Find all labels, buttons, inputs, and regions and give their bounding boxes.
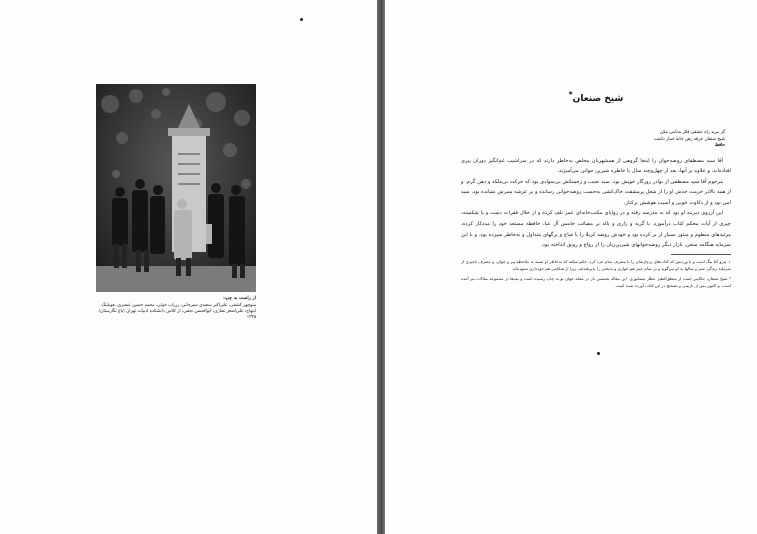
page-speck — [300, 18, 303, 21]
caption-text: منوچهر کشفی، علی‌اکبر سعیدی سیرجانی، زریاب خوئی، محمد حسین عنصری، هوشنگ ابتهاج، علی‌اصغر غفاری، ابوالحسن نجفی، از کلاس دانشکده ادبیات تهران (باغ نگارستان) ۱۳۳۵ — [98, 303, 256, 321]
footnote: * شیخ صنعان، حکایتی است از منطق‌الطیر عطار نیشابوری. این مقاله نخستین بار در مجله جهان نو به چاپ رسیده است و بعدها در مجموعه مقالات نیز آمده است، و اکنون پس از بازبینی و تصحیح در این کتاب آورده شده است. — [461, 276, 731, 289]
paragraph: مرحوم آقا سید مصطفی از نوادر روزگار خویش بود. سید نجیب و زحمتکش بی‌سوادی بود که حرکت بی‌ملکه و دهن گرم، و از همه بالاتر حرمت جدش او را از شغل پرمشقت خاک‌کشی به‌حسب روضه‌خوانی رسانده و بر عرشه منبرش نشانده بود. سید امی بود و از ذکاوت خوبی و آسیب هوشش برکنار. — [461, 178, 731, 206]
page-speck — [597, 352, 600, 355]
title-footnote-mark: * — [568, 90, 573, 99]
article — [461, 90, 731, 290]
paragraph: آقا سید مصطفای روضه‌خوان را اینجا گروهی از همشهریان مخلص به‌خاطر دارند که در سراشیب غم‌انگیز دوران پیری افتاده‌اند، و علاوه بر آنها، بعد از چهل‌وچند سال با خاطره شیرین جوانی می‌آمیزند. — [461, 157, 731, 175]
footnote-divider — [671, 254, 731, 255]
photo-image — [96, 84, 256, 292]
title-text: شیخ صنعان — [572, 94, 624, 104]
epigraph-line: گر مرید راه عشقی فکر بدنامی مکن — [660, 130, 725, 135]
paragraph: این آرزوی دیرینه او بود که به مدرسه رفته و در زوایای مکتب‌خانه‌ای عمر تلف کرده و از خلال فقرات دست و پا شکسته، چیزی از آیات محکم کتاب درآموزد. با گریه و زاری و ناله بر مصائب خامس آل عبا، حافظه مستعد خود را مددکار کرده، مرثیه‌های منظوم و منثور بسیار از بر کرده بود و خودش روضه کربلا را با شاخ و برگهای متداول و به‌خاطر سپرده بود. و با این سرمایه هنگامه سخن، بازار دیگر روضه‌خوانهای شیرین‌زبان را از رواج و رونق انداخته بود. — [461, 210, 731, 249]
epigraph-line: شیخ صنعان خرقه رهن خانهٔ خمار داشت — [653, 136, 725, 142]
photo-caption — [96, 296, 256, 322]
caption-label: از راست به چپ: — [223, 296, 256, 301]
epigraph — [605, 130, 725, 150]
book-spine — [377, 0, 385, 534]
group-photo — [96, 84, 256, 292]
epigraph-poet: حافظ — [714, 143, 725, 148]
footnote: ۱. پیرو آغا بیگ است و یا وردیش که کتاب‌های پرچارشان را با مصرف تمام خرد کرد، حکم میکند که به‌خاطر او بسته به ملاحظه پیر و جوان، و مصرف ناچیزی از سرمایه زندگی عمر و سالها به او می‌گوید و در تمام عمر هم خواری و بدبختی را پذیرفته‌اند، زیرا از شکایتی هم خودداری ننموده‌اند. — [461, 258, 731, 272]
left-page — [0, 0, 377, 534]
article-title — [461, 90, 731, 104]
right-page — [385, 0, 757, 534]
